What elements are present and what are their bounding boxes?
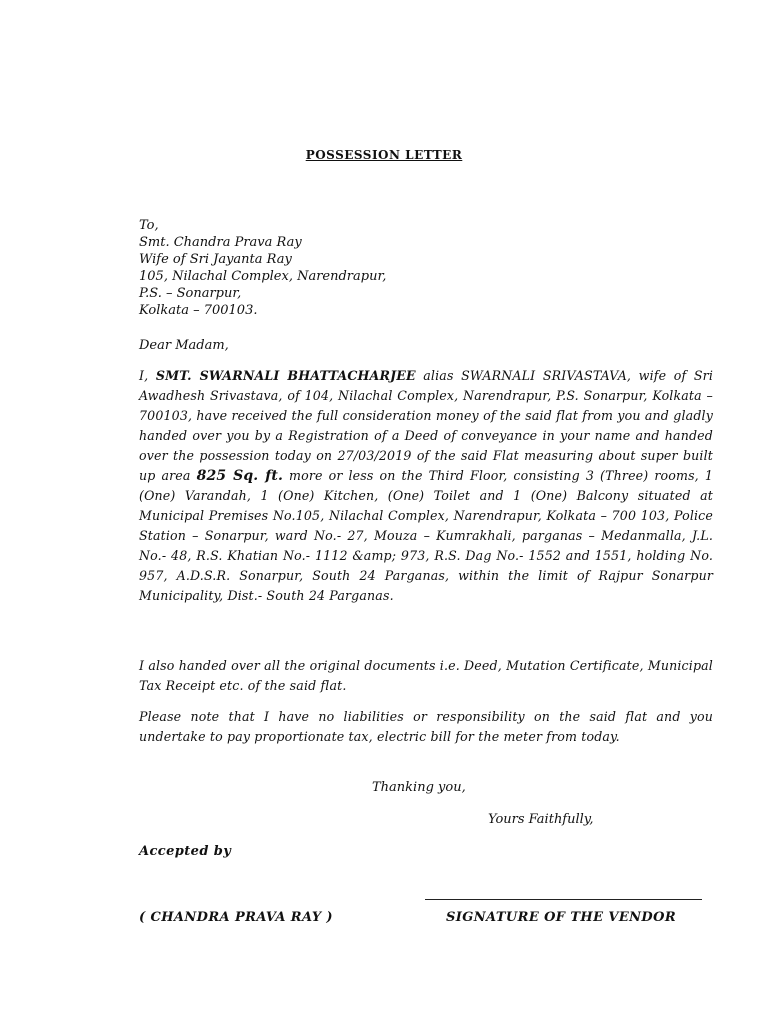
declaration-pronoun: I, [139, 368, 156, 383]
vendor-signature-label: SIGNATURE OF THE VENDOR [446, 910, 677, 925]
documents-paragraph: I also handed over all the original documents i.e. Deed, Mutation Certificate, Municipal Tax Receipt etc. of the said flat. [139, 658, 713, 693]
recipient-name: Smt. Chandra Prava Ray [139, 235, 302, 251]
salutation: Dear Madam, [139, 338, 229, 353]
declaration-text-part-a: alias SWARNALI SRIVASTAVA, wife of Sri Awadhesh Srivastava, of 104, Nilachal Complex, Narendrapur, P.S. Sonarpur, Kolkata – 700103, have received the full consideration money of the said flat from you and gladly handed over you by a Registration of a Deed of conveyance in your name and handed over the possession today on 27/03/2019 of the said Flat measuring about super built up area [139, 368, 713, 483]
address-to: To, [139, 218, 159, 233]
declaration-paragraph [139, 366, 713, 606]
declaration-text-part-b: more or less on the Third Floor, consisting 3 (Three) rooms, 1 (One) Varandah, 1 (One) Kitchen, (One) Toilet and 1 (One) Balcony situated at Municipal Premises No.105, Nilachal Complex, Narendrapur, Kolkata – 700 103, Police Station – Sonarpur, ward No.- 27, Mouza – Kumrakhali, parganas – Medanmalla, J.L. No.- 48, R.S. Khatian No.- 1112 &amp; 973, R.S. Dag No.- 1552 and 1551, holding No. 957, A.D.S.R. Sonarpur, South 24 Parganas, within the limit of Rajpur Sonarpur Municipality, Dist.- South 24 Parganas. [139, 467, 713, 603]
closing-thanks: Thanking you, [372, 780, 466, 795]
recipient-city: Kolkata – 700103. [139, 303, 258, 319]
liability-paragraph: Please note that I have no liabilities or responsibility on the said flat and you undertake to pay proportionate tax, electric bill for the meter from today. [139, 709, 713, 744]
accepted-by-label: Accepted by [139, 844, 232, 859]
buyer-name: ( CHANDRA PRAVA RAY ) [139, 910, 333, 925]
closing-yours-faithfully: Yours Faithfully, [488, 812, 594, 827]
recipient-street: 105, Nilachal Complex, Narendrapur, [139, 269, 387, 285]
flat-area: 825 Sq. ft. [196, 467, 284, 484]
recipient-police-station: P.S. – Sonarpur, [139, 286, 242, 302]
recipient-relation: Wife of Sri Jayanta Ray [139, 252, 292, 268]
declarant-name: SMT. SWARNALI BHATTACHARJEE [155, 368, 416, 383]
document-title: POSSESSION LETTER [305, 148, 463, 162]
recipient-address-block [139, 217, 386, 320]
vendor-signature-line [425, 899, 702, 900]
